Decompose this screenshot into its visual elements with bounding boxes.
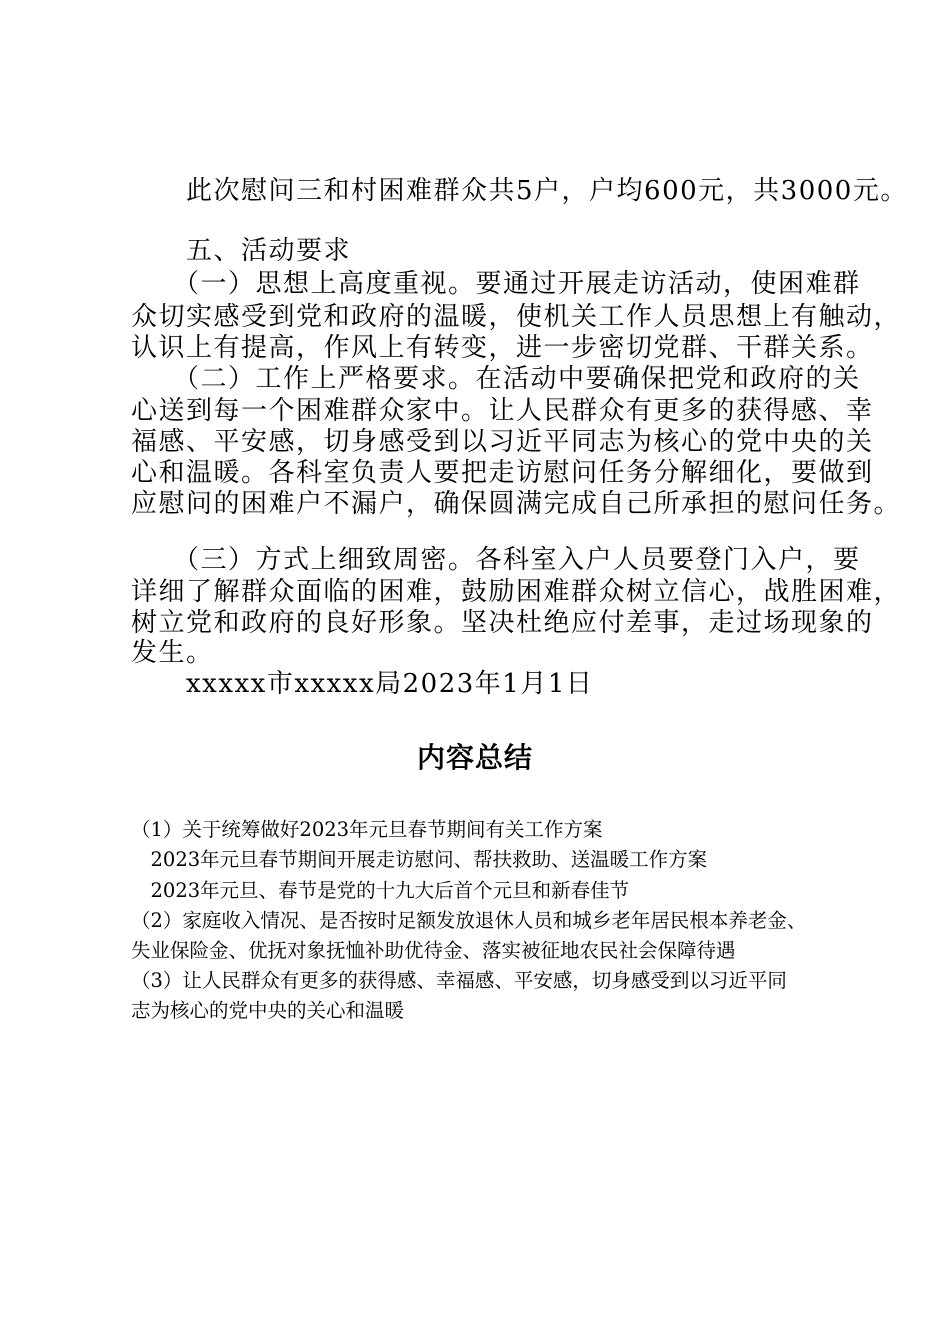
paragraph-requirement-3-line-2: 详细了解群众面临的困难，鼓励困难群众树立信心，战胜困难， [131, 577, 902, 607]
paragraph-requirement-2-line-1: （二）工作上严格要求。在活动中要确保把党和政府的关 [131, 364, 861, 394]
section-heading-activity-requirements: 五、活动要求 [131, 236, 352, 266]
paragraph-requirement-1-line-1: （一）思想上高度重视。要通过开展走访活动，使困难群 [131, 269, 861, 299]
paragraph-requirement-2-line-2: 心送到每一个困难群众家中。让人民群众有更多的获得感、幸 [131, 396, 874, 426]
paragraph-requirement-1-line-2: 众切实感受到党和政府的温暖，使机关工作人员思想上有触动， [131, 302, 902, 332]
summary-item-2-line-1: （2）家庭收入情况、是否按时足额发放退休人员和城乡老年居民根本养老金、 [131, 909, 807, 932]
summary-item-3-line-2: 志为核心的党中央的关心和温暖 [131, 999, 405, 1022]
signature-date-line: xxxxx市xxxxx局2023年1月1日 [131, 669, 594, 699]
paragraph-requirement-1-line-3: 认识上有提高，作风上有转变，进一步密切党群、干群关系。 [131, 333, 874, 363]
paragraph-requirement-2-line-4: 心和温暖。各科室负责人要把走访慰问任务分解细化，要做到 [131, 458, 874, 488]
summary-item-1: （1）关于统筹做好2023年元旦春节期间有关工作方案 [131, 818, 603, 841]
paragraph-requirement-3-line-4: 发生。 [131, 638, 214, 668]
summary-item-1-sub-2: 2023年元旦、春节是党的十九大后首个元旦和新春佳节 [131, 879, 630, 902]
paragraph-comfort-amount: 此次慰问三和村困难群众共5户，户均600元，共3000元。 [131, 176, 908, 206]
paragraph-requirement-3-line-3: 树立党和政府的良好形象。坚决杜绝应付差事，走过场现象的 [131, 608, 874, 638]
summary-item-1-sub-1: 2023年元旦春节期间开展走访慰问、帮扶救助、送温暖工作方案 [131, 848, 708, 871]
summary-item-2-line-2: 失业保险金、优抚对象抚恤补助优待金、落实被征地农民社会保障待遇 [131, 939, 736, 962]
summary-item-3-line-1: （3）让人民群众有更多的获得感、幸福感、平安感，切身感受到以习近平同 [131, 969, 787, 992]
paragraph-requirement-2-line-3: 福感、平安感，切身感受到以习近平同志为核心的党中央的关 [131, 427, 874, 457]
summary-title: 内容总结 [416, 741, 533, 774]
paragraph-requirement-3-line-1: （三）方式上细致周密。各科室入户人员要登门入户，要 [131, 545, 861, 575]
paragraph-requirement-2-line-5: 应慰问的困难户不漏户，确保圆满完成自己所承担的慰问任务。 [131, 489, 902, 519]
